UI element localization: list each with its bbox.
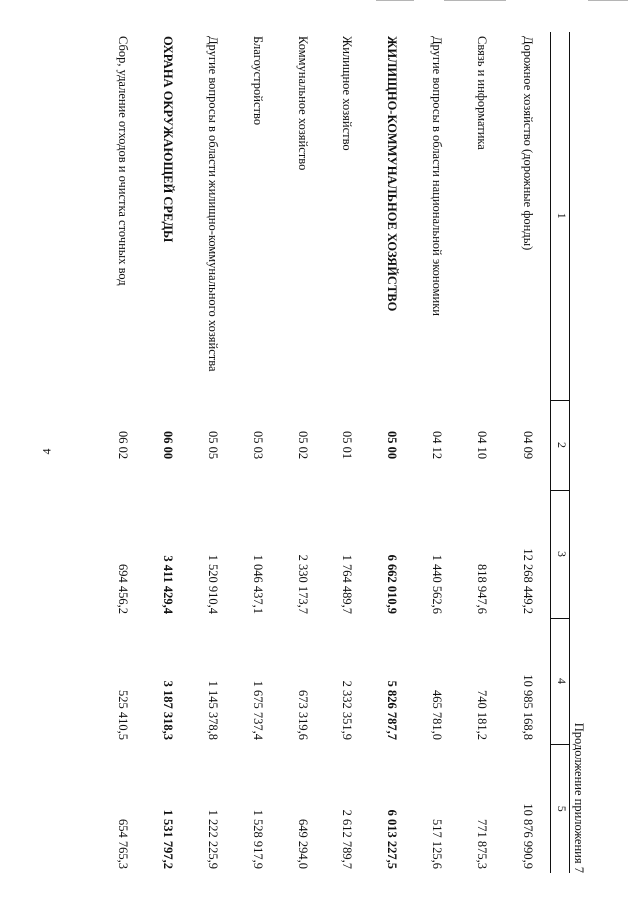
row-value-col5: 649 294,0 <box>295 819 310 869</box>
row-code: 05 02 <box>295 430 310 460</box>
column-header-1: 1 <box>551 32 570 400</box>
row-name: Благоустройство <box>250 36 265 126</box>
table-row <box>369 32 414 873</box>
row-value-col4: 5 826 787,7 <box>385 680 400 740</box>
row-value-col3: 1 764 489,7 <box>340 554 355 614</box>
row-value-col3: 1 520 910,4 <box>205 554 220 614</box>
row-value-col5: 1 531 797,2 <box>160 809 175 869</box>
row-code: 05 00 <box>385 430 400 460</box>
scan-mark-1 <box>376 0 414 1</box>
column-header-3: 3 <box>551 490 570 618</box>
budget-table <box>100 32 570 873</box>
row-value-col5: 2 612 789,7 <box>340 809 355 869</box>
table-row <box>504 32 550 873</box>
page-number: 4 <box>39 448 54 455</box>
rotated-page-content <box>100 32 586 873</box>
row-value-col4: 525 410,5 <box>116 690 130 740</box>
row-code: 06 02 <box>116 430 130 460</box>
row-name: ОХРАНА ОКРУЖАЮЩЕЙ СРЕДЫ <box>160 36 175 243</box>
row-value-col5: 1 222 225,9 <box>205 809 220 869</box>
row-name: Связь и информатика <box>475 36 490 150</box>
table-row <box>414 32 459 873</box>
row-value-col5: 1 528 917,9 <box>250 809 265 869</box>
row-value-col3: 3 411 429,4 <box>160 555 175 614</box>
table-row <box>145 32 190 873</box>
row-value-col3: 6 662 010,9 <box>385 554 400 614</box>
row-value-col4: 3 187 318,3 <box>160 680 175 740</box>
row-code: 04 09 <box>520 430 535 460</box>
row-name: Сбор, удаление отходов и очистка сточных вод <box>116 36 130 286</box>
row-value-col3: 1 440 562,6 <box>430 554 445 614</box>
column-header-4: 4 <box>551 618 570 744</box>
scan-mark-3 <box>588 0 628 1</box>
row-value-col4: 1 675 737,4 <box>250 680 265 740</box>
row-code: 04 12 <box>430 430 445 460</box>
continuation-label: Продолжение приложения 7 <box>572 722 586 873</box>
row-code: 05 01 <box>340 430 355 460</box>
table-row <box>459 32 504 873</box>
row-value-col4: 740 181,2 <box>475 690 490 740</box>
row-value-col3: 1 046 437,1 <box>250 554 265 614</box>
row-code: 05 03 <box>250 430 265 460</box>
row-value-col5: 771 875,3 <box>475 819 490 869</box>
table-body <box>100 32 570 873</box>
column-header-5: 5 <box>551 744 570 873</box>
row-name: Другие вопросы в области национальной экономики <box>430 36 445 316</box>
row-value-col3: 2 330 173,7 <box>295 554 310 614</box>
row-value-col4: 10 985 168,8 <box>520 674 535 740</box>
row-value-col3: 818 947,6 <box>475 564 490 614</box>
header-row <box>551 32 570 873</box>
row-name: Дорожное хозяйство (дорожные фонды) <box>520 36 535 251</box>
row-value-col5: 10 876 990,9 <box>520 803 535 869</box>
table-row <box>280 32 325 873</box>
row-name: Другие вопросы в области жилищно-коммунального хозяйства <box>205 36 220 372</box>
row-value-col5: 654 765,3 <box>116 819 130 869</box>
table-row <box>325 32 370 873</box>
row-value-col3: 694 456,2 <box>116 564 130 614</box>
row-value-col4: 2 332 351,9 <box>340 680 355 740</box>
row-code: 05 05 <box>205 430 220 460</box>
row-code: 06 00 <box>160 430 175 460</box>
row-value-col4: 1 145 378,8 <box>205 680 220 740</box>
row-name: Коммунальное хозяйство <box>295 36 310 171</box>
table-row <box>235 32 280 873</box>
row-value-col3: 12 268 449,2 <box>520 548 535 614</box>
scan-mark-2 <box>444 0 506 1</box>
column-header-2: 2 <box>551 400 570 490</box>
row-value-col4: 465 781,0 <box>430 690 445 740</box>
row-value-col4: 673 319,6 <box>295 690 310 740</box>
table-row <box>190 32 235 873</box>
row-name: ЖИЛИЩНО-КОММУНАЛЬНОЕ ХОЗЯЙСТВО <box>385 36 400 312</box>
table-row <box>100 32 145 873</box>
row-code: 04 10 <box>475 430 490 460</box>
row-value-col5: 6 013 227,5 <box>385 809 400 869</box>
row-name: Жилищное хозяйство <box>340 36 355 151</box>
row-value-col5: 517 125,6 <box>430 819 445 869</box>
